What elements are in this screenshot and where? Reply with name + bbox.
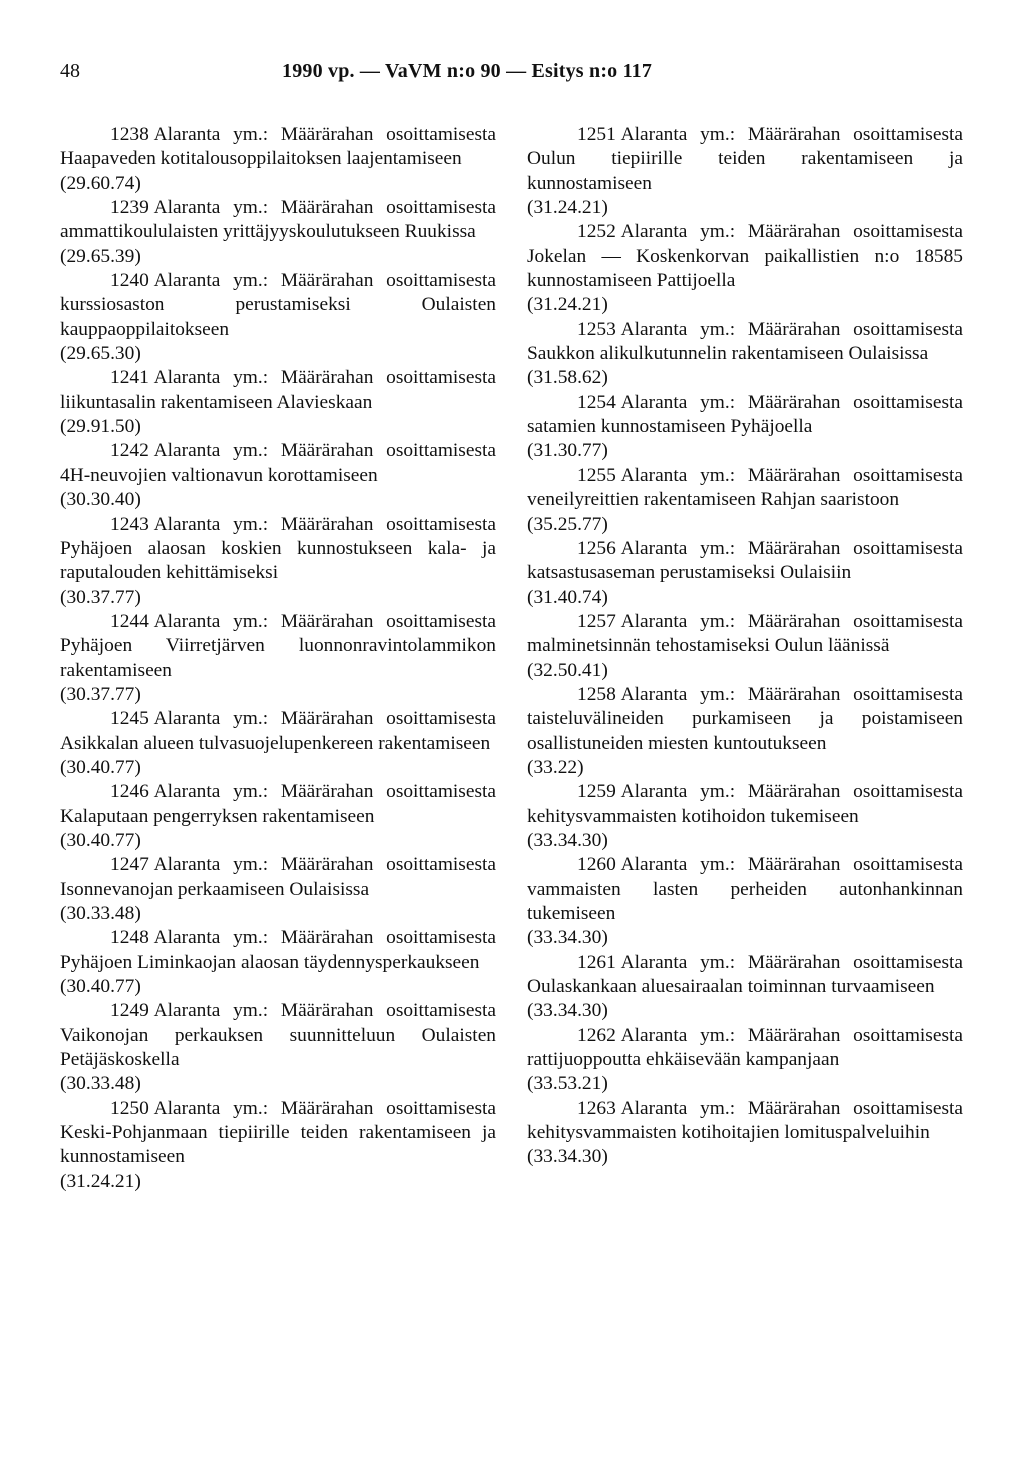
motion-entry	[527, 780, 963, 853]
motion-entry	[527, 1097, 963, 1170]
motion-number: 1255	[577, 464, 616, 486]
motion-text-paragraph	[60, 610, 496, 683]
budget-code: (32.50.41)	[527, 659, 608, 681]
motion-text: Alaranta ym.: Määrärahan osoittamisesta 4H-neuvojien valtionavun korottamiseen	[60, 440, 496, 486]
budget-code: (30.40.77)	[60, 976, 141, 998]
budget-code: (33.22)	[527, 756, 584, 778]
budget-code: (31.58.62)	[527, 367, 608, 389]
motion-entry	[60, 999, 496, 1096]
budget-code: (30.40.77)	[60, 829, 141, 851]
motion-entry	[60, 269, 496, 366]
motion-number: 1240	[110, 270, 149, 292]
motion-text: Alaranta ym.: Määrärahan osoittamisesta kehitysvammaisten kotihoitajien lomituspalveluihin	[527, 1097, 963, 1144]
running-title: 1990 vp. — VaVM n:o 90 — Esitys n:o 117	[282, 60, 653, 82]
motion-text-paragraph	[527, 220, 963, 293]
motion-text-paragraph	[60, 780, 496, 829]
motion-text-paragraph	[60, 853, 496, 902]
motion-entry	[60, 1097, 496, 1194]
motion-text-paragraph	[60, 123, 496, 172]
right-column	[527, 123, 963, 1170]
budget-code: (33.34.30)	[527, 1000, 608, 1022]
motion-entry	[60, 610, 496, 707]
motion-text-paragraph	[527, 780, 963, 829]
motion-entry	[527, 610, 963, 683]
budget-code: (35.25.77)	[527, 513, 608, 535]
motion-number: 1250	[110, 1097, 149, 1119]
motion-number: 1252	[577, 221, 616, 243]
motion-text-paragraph	[60, 513, 496, 586]
motion-text-paragraph	[527, 951, 963, 1000]
motion-text: Alaranta ym.: Määrärahan osoittamisesta Saukkon alikulkutunnelin rakentamiseen Oulaisissa	[527, 318, 963, 365]
motion-entry	[527, 951, 963, 1024]
motion-number: 1242	[110, 440, 149, 462]
motion-text: Alaranta ym.: Määrärahan osoittamisesta katsastusaseman perustamiseksi Oulaisiin	[527, 537, 963, 584]
motion-number: 1241	[110, 367, 149, 389]
budget-code: (30.33.48)	[60, 903, 141, 924]
motion-entry	[527, 318, 963, 391]
motion-number: 1245	[110, 708, 149, 730]
motion-text: Alaranta ym.: Määrärahan osoittamisesta Oulaskankaan aluesairaalan toiminnan turvaamiseen	[527, 951, 963, 998]
budget-code: (30.37.77)	[60, 683, 141, 705]
budget-code: (33.34.30)	[527, 1146, 608, 1168]
motion-entry	[60, 780, 496, 853]
budget-code: (31.30.77)	[527, 440, 608, 462]
motion-text: Alaranta ym.: Määrärahan osoittamisesta taisteluvälineiden purkamiseen ja poistamiseen osallistuneiden miesten kuntoutukseen	[527, 683, 963, 754]
motion-text: Alaranta ym.: Määrärahan osoittamisesta Vaikonojan perkauksen suunnitteluun Oulaisten Petäjäskoskella	[60, 1000, 496, 1071]
budget-code: (30.30.40)	[60, 489, 141, 511]
motion-number: 1261	[577, 951, 616, 973]
motion-text: Alaranta ym.: Määrärahan osoittamisesta Kalaputaan pengerryksen rakentamiseen	[60, 781, 496, 827]
motion-text-paragraph	[60, 1097, 496, 1170]
motion-text: Alaranta ym.: Määrärahan osoittamisesta malminetsinnän tehostamiseksi Oulun läänissä	[527, 610, 963, 657]
motion-text-paragraph	[60, 269, 496, 342]
budget-code: (29.91.50)	[60, 416, 141, 438]
motion-number: 1262	[577, 1024, 616, 1046]
motion-entry	[60, 926, 496, 999]
motion-text-paragraph	[60, 999, 496, 1072]
motion-text-paragraph	[60, 926, 496, 975]
motion-text-paragraph	[527, 1097, 963, 1146]
motion-text: Alaranta ym.: Määrärahan osoittamisesta vammaisten lasten perheiden autonhankinnan tukemiseen	[527, 854, 963, 924]
motion-text-paragraph	[527, 464, 963, 513]
motion-entry	[527, 391, 963, 464]
motion-text: Alaranta ym.: Määrärahan osoittamisesta veneilyreittien rakentamiseen Rahjan saaristoon	[527, 464, 963, 511]
motion-text: Alaranta ym.: Määrärahan osoittamisesta kurssiosaston perustamiseksi Oulaisten kauppaoppilaitokseen	[60, 270, 496, 340]
motion-text: Alaranta ym.: Määrärahan osoittamisesta liikuntasalin rakentamiseen Alavieskaan	[60, 367, 496, 413]
page-header	[60, 60, 964, 90]
motion-text: Alaranta ym.: Määrärahan osoittamisesta rattijuoppoutta ehkäisevään kampanjaan	[527, 1024, 963, 1071]
motion-text-paragraph	[60, 366, 496, 415]
motion-number: 1244	[110, 610, 149, 632]
motion-number: 1257	[577, 610, 616, 632]
motion-number: 1251	[577, 124, 616, 145]
motion-text: Alaranta ym.: Määrärahan osoittamisesta Keski-Pohjanmaan tiepiirille teiden rakentamiseen ja kunnostamiseen	[60, 1097, 496, 1168]
motion-text-paragraph	[527, 683, 963, 756]
motion-entry	[60, 123, 496, 196]
motion-entry	[60, 196, 496, 269]
budget-code: (29.65.39)	[60, 245, 141, 267]
motion-entry	[527, 537, 963, 610]
motion-text-paragraph	[527, 318, 963, 367]
motion-entry	[60, 513, 496, 610]
motion-text: Alaranta ym.: Määrärahan osoittamisesta Jokelan — Koskenkorvan paikallistien n:o 18585 kunnostamiseen Pattijoella	[527, 221, 963, 292]
motion-number: 1258	[577, 683, 616, 705]
motion-entry	[60, 439, 496, 512]
motion-text-paragraph	[527, 123, 963, 196]
budget-code: (31.24.21)	[527, 294, 608, 316]
motion-number: 1249	[110, 1000, 149, 1022]
motion-text-paragraph	[60, 196, 496, 245]
left-column	[60, 123, 496, 1194]
motion-text: Alaranta ym.: Määrärahan osoittamisesta Isonnevanojan perkaamiseen Oulaisissa	[60, 854, 496, 900]
motion-entry	[60, 853, 496, 926]
budget-code: (30.40.77)	[60, 756, 141, 778]
motion-number: 1259	[577, 781, 616, 803]
motion-text: Alaranta ym.: Määrärahan osoittamisesta ammattikoululaisten yrittäjyyskoulutukseen Ruukissa	[60, 197, 496, 243]
motion-number: 1260	[577, 854, 616, 876]
budget-code: (30.37.77)	[60, 586, 141, 608]
motion-number: 1256	[577, 537, 616, 559]
motion-number: 1238	[110, 124, 149, 145]
motion-text: Alaranta ym.: Määrärahan osoittamisesta Pyhäjoen alaosan koskien kunnostukseen kala- ja raputalouden kehittämiseksi	[60, 513, 496, 584]
budget-code: (33.34.30)	[527, 927, 608, 949]
motion-entry	[527, 220, 963, 317]
motion-text: Alaranta ym.: Määrärahan osoittamisesta Haapaveden kotitalousoppilaitoksen laajentamiseen	[60, 124, 496, 170]
motion-text-paragraph	[527, 391, 963, 440]
motion-entry	[60, 707, 496, 780]
motion-text-paragraph	[527, 537, 963, 586]
motion-text: Alaranta ym.: Määrärahan osoittamisesta Pyhäjoen Viirretjärven luonnonravintolammikon rakentamiseen	[60, 610, 496, 681]
budget-code: (29.65.30)	[60, 343, 141, 365]
motion-text: Alaranta ym.: Määrärahan osoittamisesta Pyhäjoen Liminkaojan alaosan täydennysperkaukseen	[60, 927, 496, 973]
budget-code: (30.33.48)	[60, 1073, 141, 1095]
motion-number: 1248	[110, 927, 149, 949]
motion-entry	[527, 683, 963, 780]
motion-entry	[527, 853, 963, 950]
budget-code: (31.24.21)	[527, 197, 608, 219]
motion-text: Alaranta ym.: Määrärahan osoittamisesta Oulun tiepiirille teiden rakentamiseen ja kunnostamiseen	[527, 124, 963, 194]
motion-number: 1243	[110, 513, 149, 535]
motion-text: Alaranta ym.: Määrärahan osoittamisesta kehitysvammaisten kotihoidon tukemiseen	[527, 781, 963, 827]
motion-number: 1253	[577, 318, 616, 340]
budget-code: (31.40.74)	[527, 586, 608, 608]
motion-text-paragraph	[527, 1024, 963, 1073]
motion-entry	[60, 366, 496, 439]
motion-number: 1254	[577, 391, 616, 413]
motion-text: Alaranta ym.: Määrärahan osoittamisesta satamien kunnostamiseen Pyhäjoella	[527, 391, 963, 438]
motion-text: Alaranta ym.: Määrärahan osoittamisesta Asikkalan alueen tulvasuojelupenkereen rakentamiseen	[60, 708, 496, 754]
motion-text-paragraph	[527, 853, 963, 926]
motion-entry	[527, 123, 963, 220]
motion-entry	[527, 1024, 963, 1097]
motion-entry	[527, 464, 963, 537]
budget-code: (31.24.21)	[60, 1170, 141, 1192]
budget-code: (29.60.74)	[60, 172, 141, 194]
motion-number: 1247	[110, 854, 149, 876]
motion-number: 1263	[577, 1097, 616, 1119]
motion-number: 1246	[110, 781, 149, 803]
motion-text-paragraph	[527, 610, 963, 659]
page-number: 48	[60, 60, 80, 82]
motion-text-paragraph	[60, 439, 496, 488]
budget-code: (33.34.30)	[527, 829, 608, 851]
motion-number: 1239	[110, 197, 149, 219]
budget-code: (33.53.21)	[527, 1073, 608, 1095]
motion-text-paragraph	[60, 707, 496, 756]
